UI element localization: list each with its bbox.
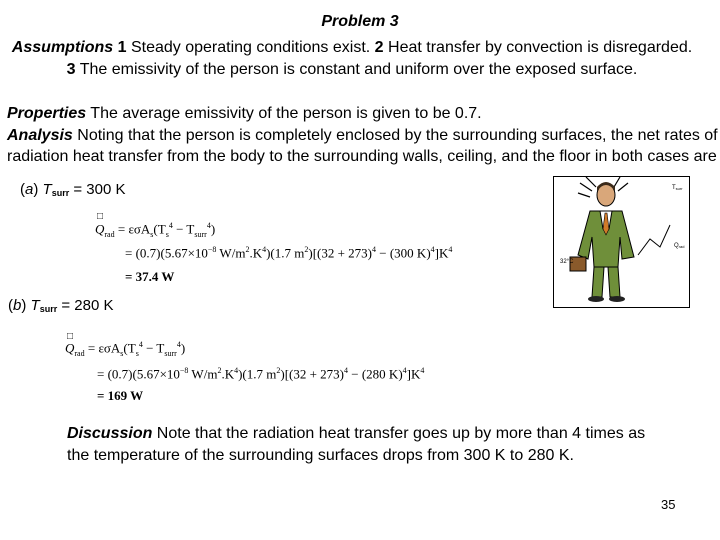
case-a-As-sub: s <box>150 229 154 239</box>
person-left-leg <box>592 267 604 297</box>
rad-sub-b: rad <box>74 348 85 358</box>
q-symbol: Q <box>95 221 105 237</box>
case-b-l2-exp: −8 <box>179 366 189 375</box>
assumption-number-2: 2 <box>374 39 384 56</box>
problem-title: Problem 3 <box>321 13 399 30</box>
properties-paragraph <box>7 103 482 125</box>
case-b-l2-e: )[(32 + 273) <box>280 366 345 382</box>
case-b-eq-line2 <box>97 366 424 382</box>
case-b-letter: b <box>13 297 22 314</box>
case-a-l2-exp4: 4 <box>262 245 267 254</box>
case-a-l2-exp2: 2 <box>245 245 250 254</box>
q-dot-icon: □ <box>97 211 104 222</box>
assumptions-label: Assumptions <box>11 39 114 56</box>
case-a-close: ) <box>33 181 43 198</box>
properties-label: Properties <box>7 105 87 122</box>
discussion-label: Discussion <box>67 425 153 442</box>
case-b-l2-a: = (0.7)(5.67×10 <box>97 366 180 382</box>
case-b-surr-sub: surr <box>164 348 177 358</box>
case-b-Ts: (T <box>123 340 136 356</box>
assumptions-paragraph <box>7 37 697 81</box>
assumption-number-3: 3 <box>66 61 76 78</box>
case-b-l2-exp4: 4 <box>234 366 239 375</box>
case-a-value: = 300 K <box>69 181 126 198</box>
case-a-close-paren: ) <box>210 221 216 237</box>
case-a-minus: − T <box>172 221 195 237</box>
case-a-exp4-a: 4 <box>168 221 173 230</box>
analysis-paragraph <box>7 125 719 167</box>
case-a-l2-a: = (0.7)(5.67×10 <box>125 245 208 261</box>
case-b-l2-c: .K <box>221 366 235 382</box>
case-b-line1-text: = εσA <box>87 340 121 356</box>
person-right-leg <box>608 267 620 297</box>
case-a-eq-line2 <box>125 245 452 261</box>
person-right-shoe <box>609 296 625 302</box>
case-a-Ts: (T <box>153 221 166 237</box>
analysis-text: Noting that the person is completely enclosed by the surrounding surfaces, the net rates of radiation heat transfer from the body to the surrounding walls, ceiling, and the floor in both cases are <box>7 127 718 165</box>
case-a-l2-exp2b: 2 <box>304 245 309 254</box>
case-a-l2-c: .K <box>249 245 263 261</box>
case-a-letter: a <box>25 181 34 198</box>
page-number: 35 <box>661 497 676 512</box>
tsurr-label: Tsurr <box>672 185 683 191</box>
q-dot-icon-b: □ <box>67 331 74 342</box>
q-symbol-b: Q <box>65 340 75 356</box>
case-b-eq-line1 <box>65 340 185 358</box>
case-a-l2-e: )[(32 + 273) <box>308 245 373 261</box>
case-a-eq-line1 <box>95 221 215 239</box>
case-b-open: ( <box>8 297 13 314</box>
case-a-l2-exp4c: 4 <box>430 245 435 254</box>
case-b-l2-exp4d: 4 <box>420 366 425 375</box>
case-b-l2-exp4b: 4 <box>344 366 349 375</box>
rad-sub: rad <box>104 229 115 239</box>
case-a-l2-exp4b: 4 <box>372 245 377 254</box>
case-b-l2-exp4c: 4 <box>402 366 407 375</box>
case-a-l2-g: ]K <box>434 245 449 261</box>
case-a-l2-b: W/m <box>216 245 246 261</box>
case-a-T: T <box>42 181 52 198</box>
case-a-s-sub: s <box>165 229 169 239</box>
qrad-arrow <box>638 225 670 255</box>
person-illustration <box>554 177 689 307</box>
case-b-l2-d: )(1.7 m <box>238 366 277 382</box>
case-a-exp4-b: 4 <box>206 221 211 230</box>
case-b-l2-b: W/m <box>188 366 218 382</box>
case-a-open: ( <box>20 181 25 198</box>
case-b-label <box>8 297 114 314</box>
assumption-text-1: Steady operating conditions exist. <box>126 39 375 56</box>
case-b-result: = 169 W <box>97 388 144 403</box>
case-b-exp4-b: 4 <box>176 340 181 349</box>
case-a-l2-f: − (300 K) <box>376 245 431 261</box>
qrad-label: Qrad <box>674 243 685 249</box>
case-b-close: ) <box>21 297 31 314</box>
discussion-text: Note that the radiation heat transfer goes up by more than 4 times as the temperature of the surrounding surfaces drops from 300 K to 280 K. <box>67 425 646 464</box>
person-figure <box>553 176 690 308</box>
assumption-number-1: 1 <box>117 39 127 56</box>
case-a-line1-text: = εσA <box>117 221 151 237</box>
case-b-minus: − T <box>142 340 165 356</box>
case-b-l2-f: − (280 K) <box>348 366 403 382</box>
case-a-surr-sub: surr <box>194 229 207 239</box>
discussion-paragraph <box>67 423 667 467</box>
case-b-sub: surr <box>39 304 58 314</box>
assumption-text-2: Heat transfer by convection is disregarded. <box>383 39 693 56</box>
properties-text: The average emissivity of the person is given to be 0.7. <box>86 105 482 122</box>
case-b-l2-g: ]K <box>406 366 421 382</box>
case-a-label <box>20 181 126 198</box>
case-a-l2-d: )(1.7 m <box>266 245 305 261</box>
case-b-T: T <box>30 297 40 314</box>
case-b-value: = 280 K <box>57 297 114 314</box>
case-b-As-sub: s <box>120 348 124 358</box>
case-b-l2-exp2: 2 <box>217 366 222 375</box>
case-b-l2-exp2b: 2 <box>276 366 281 375</box>
case-b-close-paren: ) <box>180 340 186 356</box>
body-temp-label: 32°C <box>560 259 574 265</box>
case-b-s-sub: s <box>135 348 139 358</box>
person-left-shoe <box>588 296 604 302</box>
case-a-sub: surr <box>51 188 70 198</box>
assumption-text-3: The emissivity of the person is constant and uniform over the exposed surface. <box>75 61 638 78</box>
case-a-result: = 37.4 W <box>125 269 175 284</box>
case-b-exp4-a: 4 <box>138 340 143 349</box>
analysis-label: Analysis <box>7 127 73 144</box>
case-a-l2-exp4d: 4 <box>448 245 453 254</box>
case-a-l2-exp: −8 <box>207 245 217 254</box>
